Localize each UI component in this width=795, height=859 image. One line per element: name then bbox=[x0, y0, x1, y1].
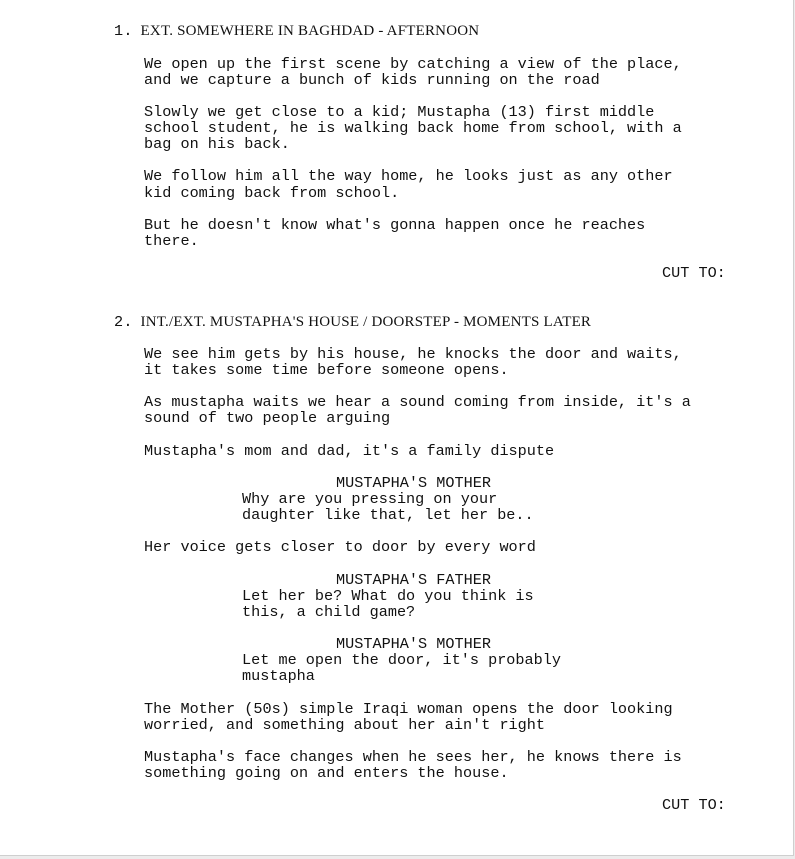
character-name: MUSTAPHA'S FATHER bbox=[336, 571, 491, 589]
action-line: it takes some time before someone opens. bbox=[144, 361, 509, 379]
scene-heading-text-1: EXT. SOMEWHERE IN BAGHDAD - AFTERNOON bbox=[140, 23, 480, 39]
transition-cut-to-1: CUT TO: bbox=[662, 264, 726, 282]
dialogue-line: Why are you pressing on your bbox=[242, 490, 498, 508]
transition-cut-to-2: CUT TO: bbox=[662, 796, 726, 814]
action-line: sound of two people arguing bbox=[144, 409, 391, 427]
scene-heading-2 bbox=[114, 314, 591, 330]
action-line: As mustapha waits we hear a sound coming from inside, it's a bbox=[144, 393, 691, 411]
dialogue-line: this, a child game? bbox=[242, 603, 416, 621]
scene-heading-1 bbox=[114, 23, 479, 39]
dialogue-line: daughter like that, let her be.. bbox=[242, 506, 534, 524]
action-line: Mustapha's face changes when he sees her, he knows there is bbox=[144, 748, 682, 766]
action-line: We follow him all the way home, he looks just as any other bbox=[144, 167, 673, 185]
action-line: The Mother (50s) simple Iraqi woman opens the door looking bbox=[144, 700, 673, 718]
action-line: Mustapha's mom and dad, it's a family dispute bbox=[144, 442, 555, 460]
action-line: Her voice gets closer to door by every word bbox=[144, 538, 536, 556]
action-line: school student, he is walking back home from school, with a bbox=[144, 119, 682, 137]
dialogue-line: mustapha bbox=[242, 667, 315, 685]
scene-heading-text-2: INT./EXT. MUSTAPHA'S HOUSE / DOORSTEP - MOMENTS LATER bbox=[140, 314, 592, 330]
action-line: something going on and enters the house. bbox=[144, 764, 509, 782]
action-line: kid coming back from school. bbox=[144, 184, 400, 202]
action-line: bag on his back. bbox=[144, 135, 290, 153]
dialogue-line: Let me open the door, it's probably bbox=[242, 651, 561, 669]
character-name: MUSTAPHA'S MOTHER bbox=[336, 474, 491, 492]
scene-number-1: 1. bbox=[114, 22, 133, 40]
action-line: But he doesn't know what's gonna happen once he reaches bbox=[144, 216, 646, 234]
scene-number-2: 2. bbox=[114, 313, 133, 331]
action-line: worried, and something about her ain't right bbox=[144, 716, 546, 734]
character-name: MUSTAPHA'S MOTHER bbox=[336, 635, 491, 653]
action-line: We open up the first scene by catching a view of the place, bbox=[144, 55, 682, 73]
action-line: We see him gets by his house, he knocks the door and waits, bbox=[144, 345, 682, 363]
dialogue-line: Let her be? What do you think is bbox=[242, 587, 534, 605]
action-line: and we capture a bunch of kids running on the road bbox=[144, 71, 600, 89]
action-line: Slowly we get close to a kid; Mustapha (13) first middle bbox=[144, 103, 655, 121]
action-line: there. bbox=[144, 232, 199, 250]
